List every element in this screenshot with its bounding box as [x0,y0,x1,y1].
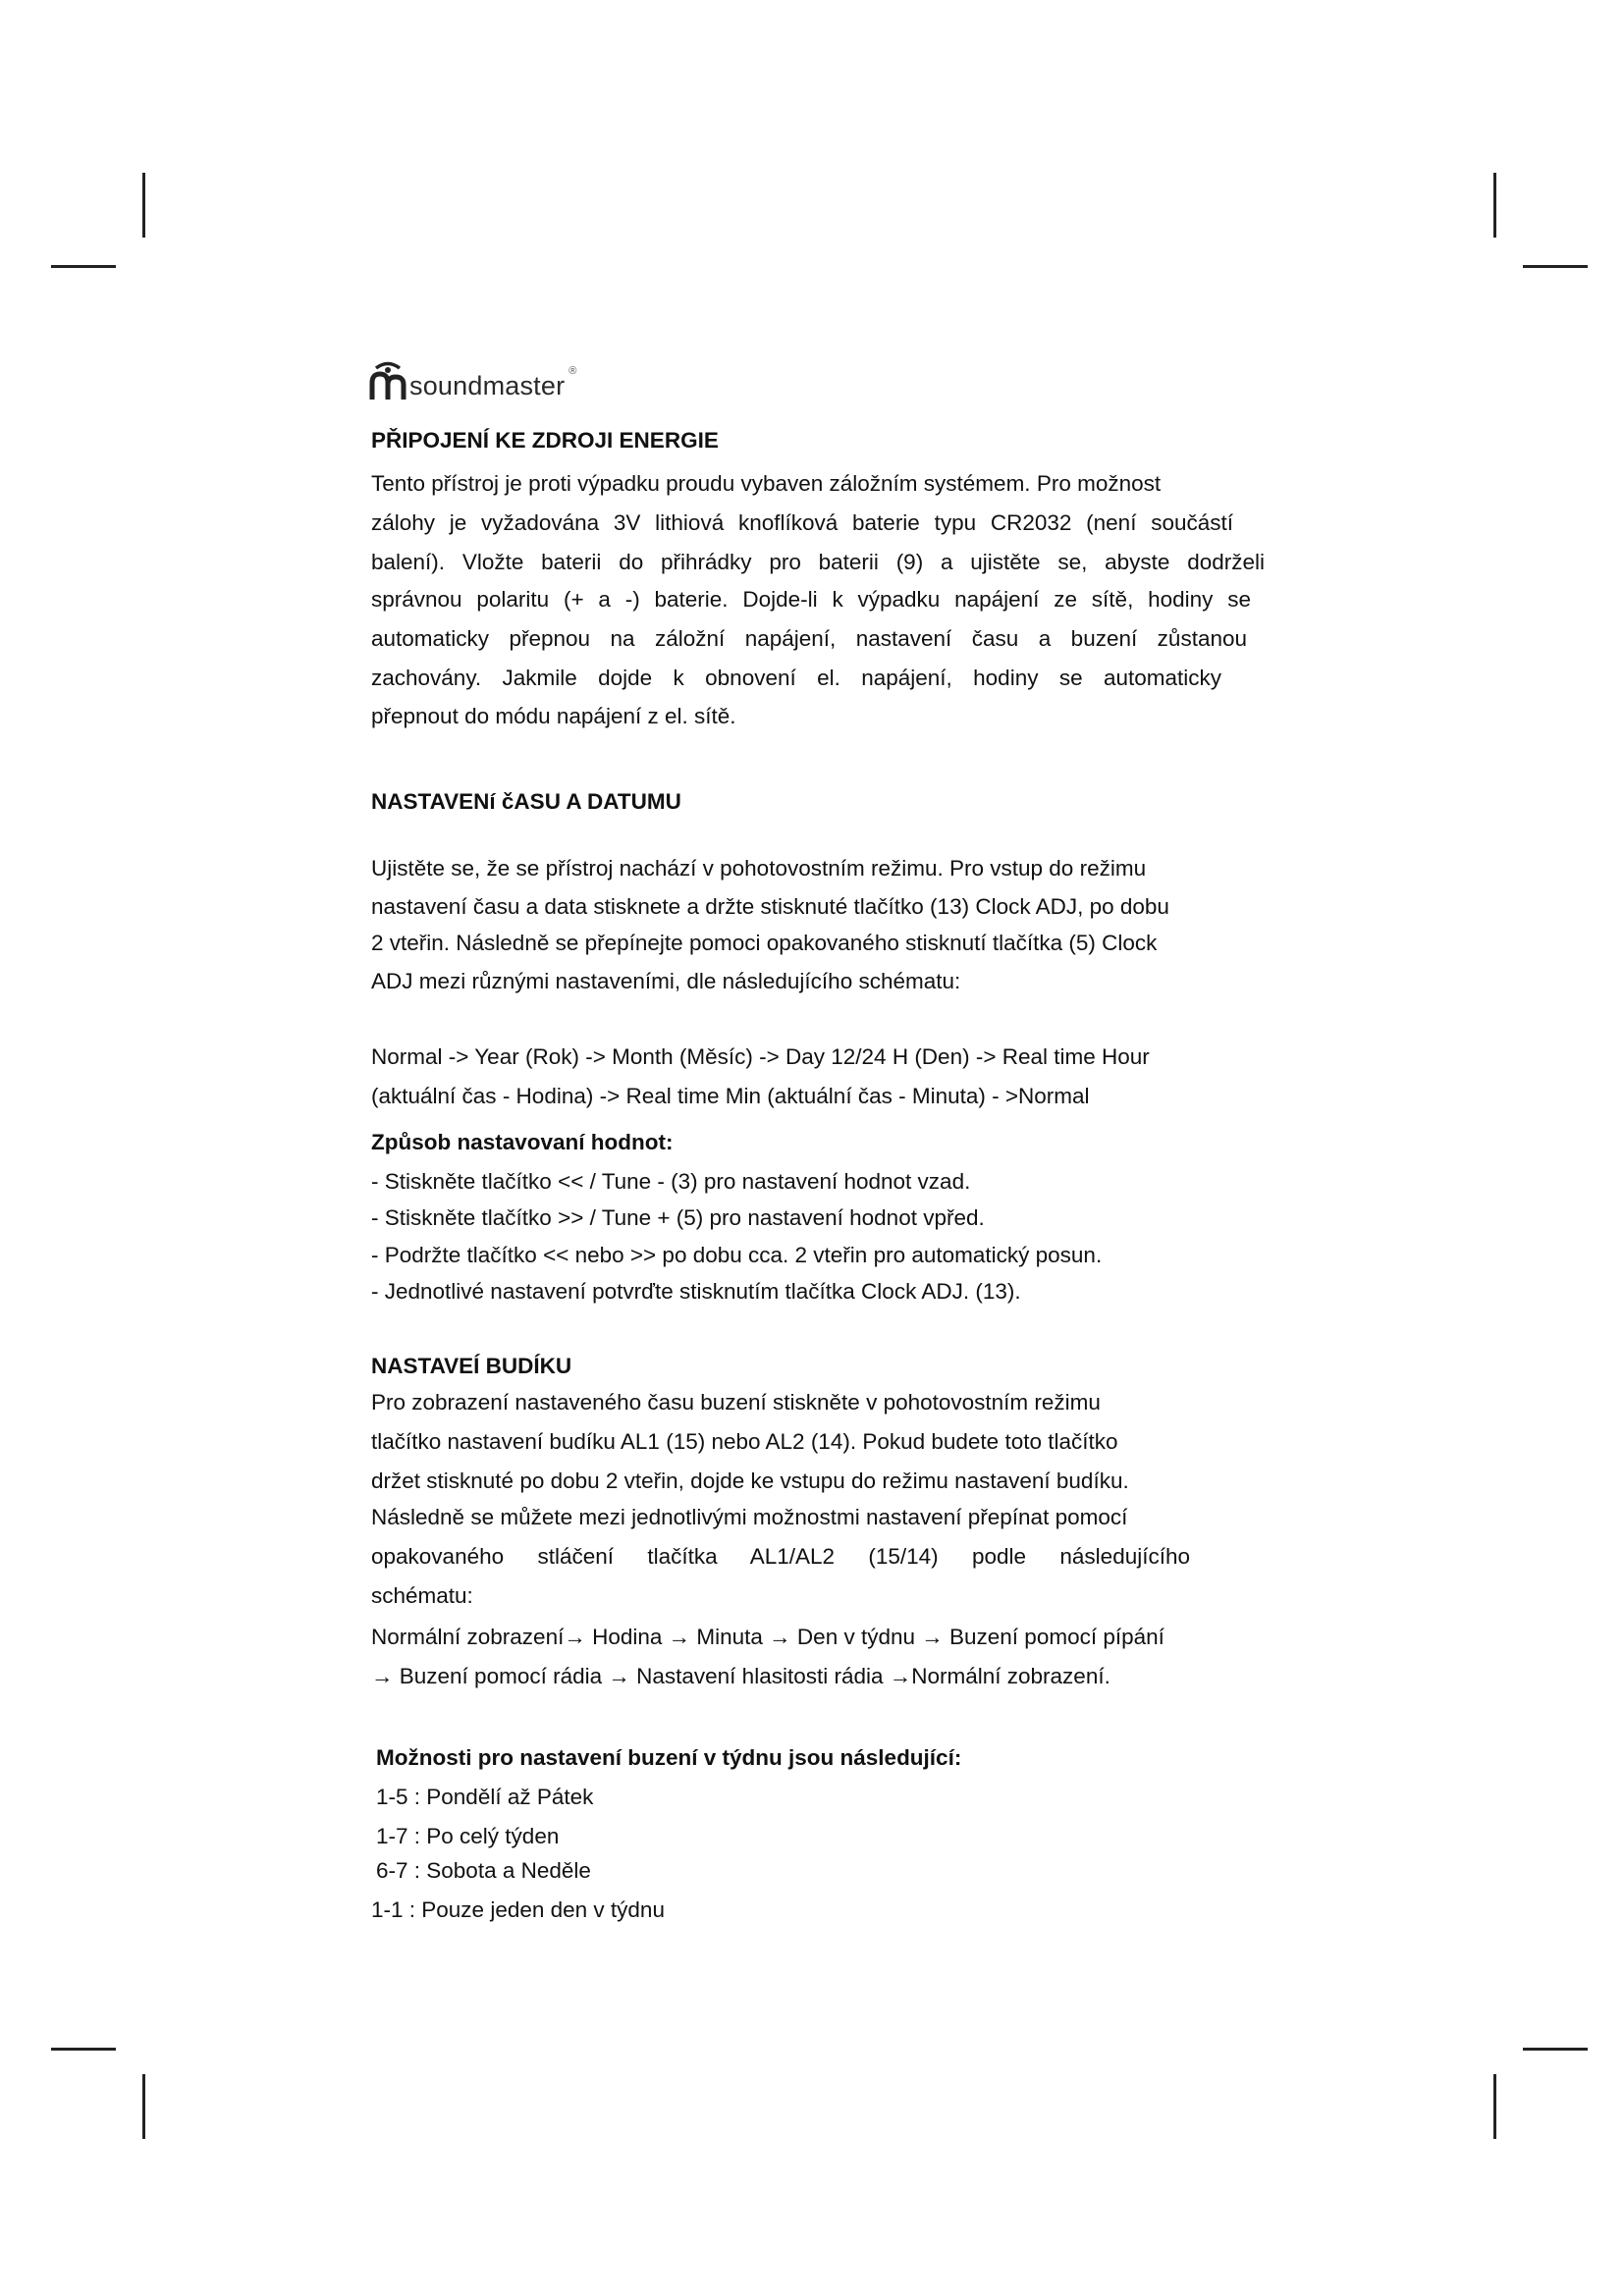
crop-mark-bottom-left-horizontal [51,2048,116,2051]
paragraph-line: Tento přístroj je proti výpadku proudu vybaven záložním systémem. Pro možnost [371,471,1162,496]
paragraph-line: nastavení času a data stisknete a držte stisknuté tlačítko (13) Clock ADJ, po dobu [371,894,1169,919]
soundmaster-logo-icon [368,359,407,400]
paragraph-line: automaticky přepnou na záložní napájení, nastavení času a buzení zůstanou [371,626,1247,651]
brand-logo [368,355,576,400]
paragraph-line: přepnout do módu napájení z el. sítě. [371,704,736,728]
paragraph-line: ADJ mezi různými nastaveními, dle následujícího schématu: [371,969,961,993]
paragraph-line: balení). Vložte baterii do přihrádky pro baterii (9) a ujistěte se, abyste dodrželi [371,550,1265,574]
paragraph-line: Následně se můžete mezi jednotlivými možnostmi nastavení přepínat pomocí [371,1505,1128,1529]
crop-mark-top-left-vertical [142,173,145,238]
crop-mark-bottom-left-vertical [142,2074,145,2139]
section-heading-power: PŘIPOJENÍ KE ZDROJI ENERGIE [371,428,719,453]
list-item: 1-7 : Po celý týden [376,1824,560,1848]
list-item: 1-5 : Pondělí až Pátek [376,1785,594,1809]
paragraph-line: opakovaného stláčení tlačítka AL1/AL2 (15/14) podle následujícího [371,1544,1190,1569]
list-item: - Stiskněte tlačítko >> / Tune + (5) pro nastavení hodnot vpřed. [371,1205,985,1230]
paragraph-line: schématu: [371,1583,473,1608]
crop-mark-bottom-right-vertical [1493,2074,1496,2139]
section-heading-alarm: NASTAVEÍ BUDÍKU [371,1354,572,1378]
sequence-line: Normální zobrazení→ Hodina → Minuta → Den v týdnu → Buzení pomocí pípání [371,1625,1164,1649]
crop-mark-top-left-horizontal [51,265,116,268]
sequence-line: (aktuální čas - Hodina) -> Real time Min (aktuální čas - Minuta) - >Normal [371,1084,1090,1108]
paragraph-line: 2 vteřin. Následně se přepínejte pomoci opakovaného stisknutí tlačítka (5) Clock [371,931,1158,955]
sequence-line: → Buzení pomocí rádia → Nastavení hlasitosti rádia →Normální zobrazení. [371,1664,1110,1688]
crop-mark-bottom-right-horizontal [1523,2048,1588,2051]
crop-mark-top-right-horizontal [1523,265,1588,268]
list-item: - Stiskněte tlačítko << / Tune - (3) pro nastavení hodnot vzad. [371,1169,971,1194]
list-item: 6-7 : Sobota a Neděle [376,1858,591,1883]
paragraph-line: Ujistěte se, že se přístroj nachází v pohotovostním režimu. Pro vstup do režimu [371,856,1147,881]
section-heading-time-date: NASTAVENí čASU A DATUMU [371,789,681,814]
list-item: 1-1 : Pouze jeden den v týdnu [371,1897,665,1922]
paragraph-line: tlačítko nastavení budíku AL1 (15) nebo AL2 (14). Pokud budete toto tlačítko [371,1429,1118,1454]
paragraph-line: zachovány. Jakmile dojde k obnovení el. napájení, hodiny se automaticky [371,666,1221,690]
brand-name: soundmaster [409,371,566,400]
paragraph-line: správnou polaritu (+ a -) baterie. Dojde-li k výpadku napájení ze sítě, hodiny se [371,587,1251,612]
brand-registered-mark: ® [568,365,577,377]
list-item: - Podržte tlačítko << nebo >> po dobu cca. 2 vteřin pro automatický posun. [371,1243,1103,1267]
paragraph-line: zálohy je vyžadována 3V lithiová knoflíková baterie typu CR2032 (není součástí [371,510,1233,535]
list-item: - Jednotlivé nastavení potvrďte stisknutím tlačítka Clock ADJ. (13). [371,1279,1021,1304]
subheading-adjust-values: Způsob nastavovaní hodnot: [371,1130,674,1154]
paragraph-line: držet stisknuté po dobu 2 vteřin, dojde ke vstupu do režimu nastavení budíku. [371,1468,1129,1493]
sequence-line: Normal -> Year (Rok) -> Month (Měsíc) -> Day 12/24 H (Den) -> Real time Hour [371,1044,1150,1069]
paragraph-line: Pro zobrazení nastaveného času buzení stiskněte v pohotovostním režimu [371,1390,1101,1415]
crop-mark-top-right-vertical [1493,173,1496,238]
subheading-weekday-options: Možnosti pro nastavení buzení v týdnu jsou následující: [376,1745,962,1770]
